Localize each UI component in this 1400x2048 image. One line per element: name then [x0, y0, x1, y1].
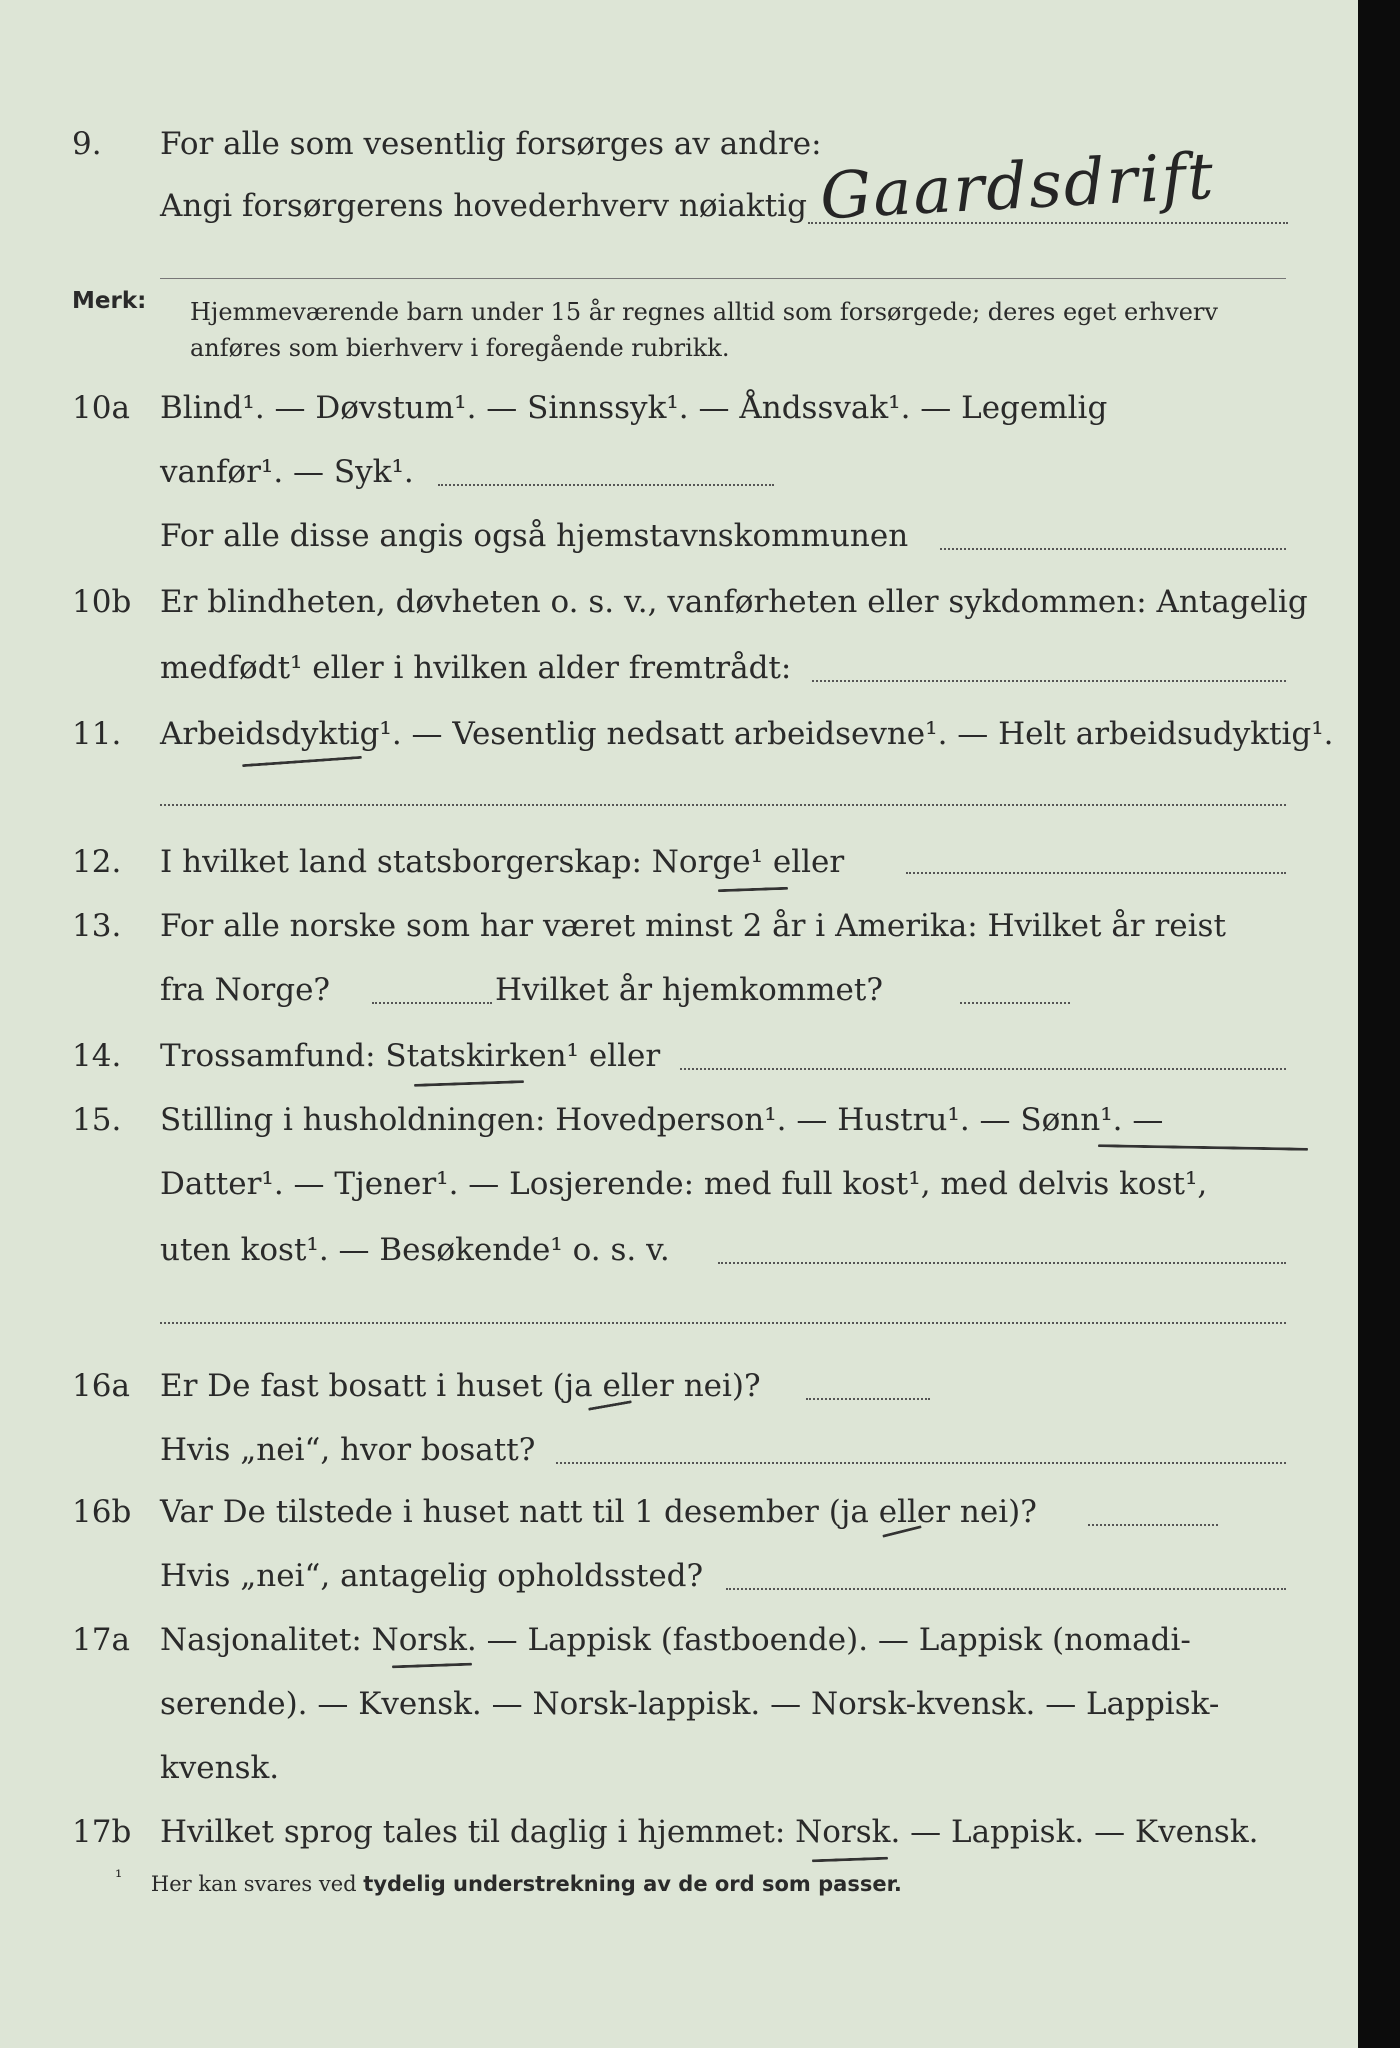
handwritten-underline — [718, 887, 788, 892]
answer-line — [718, 1262, 1286, 1264]
footnote — [115, 1867, 902, 1896]
question-text: Stilling i husholdningen: Hovedperson¹. — Hustru¹. — Sønn¹. — — [160, 1102, 1164, 1138]
question-text: Hvilket sprog tales til daglig i hjemmet: Norsk. — Lappisk. — Kvensk. — [160, 1814, 1259, 1850]
scan-border — [1358, 0, 1400, 2048]
question-16b-row-1 — [0, 1488, 1300, 1536]
handwritten-underline — [1098, 1144, 1308, 1151]
question-number: 15. — [72, 1102, 122, 1138]
answer-line — [372, 1002, 492, 1004]
divider-line — [160, 278, 1286, 279]
note-text-line-1: Hjemmeværende barn under 15 år regnes alltid som forsørgede; deres eget erhverv — [190, 298, 1218, 326]
question-text: uten kost¹. — Besøkende¹ o. s. v. — [160, 1232, 670, 1268]
question-text: Angi forsørgerens hovederhverv nøiaktig — [160, 188, 807, 224]
answer-line — [812, 680, 1286, 682]
handwritten-underline — [414, 1080, 524, 1087]
question-17a-row-1 — [0, 1616, 1300, 1664]
question-16a-row-2 — [0, 1426, 1300, 1474]
question-number: 9. — [72, 126, 102, 162]
question-text: For alle disse angis også hjemstavnskommunen — [160, 518, 909, 554]
question-15-row-1 — [0, 1096, 1300, 1144]
question-10a-row-2 — [0, 448, 1300, 496]
question-text: Er blindheten, døvheten o. s. v., vanførheten eller sykdommen: Antagelig — [160, 584, 1308, 620]
question-10a-row-1 — [0, 384, 1300, 432]
question-17a-row-3 — [0, 1744, 1300, 1792]
question-text: kvensk. — [160, 1750, 280, 1786]
answer-line — [906, 872, 1286, 874]
question-number: 17a — [72, 1622, 130, 1658]
answer-line — [1088, 1524, 1218, 1526]
question-text: serende). — Kvensk. — Norsk-lappisk. — Norsk-kvensk. — Lappisk- — [160, 1686, 1220, 1722]
question-text: vanfør¹. — Syk¹. — [160, 454, 414, 490]
answer-line — [438, 484, 774, 486]
question-text: Hvis „nei“, antagelig opholdssted? — [160, 1558, 704, 1594]
question-number: 10b — [72, 584, 132, 620]
question-13-row-2 — [0, 966, 1300, 1014]
question-13-row-1 — [0, 902, 1300, 950]
footnote-mark: ¹ — [115, 1867, 123, 1888]
question-number: 10a — [72, 390, 130, 426]
question-text: Var De tilstede i huset natt til 1 desember (ja eller nei)? — [160, 1494, 1037, 1530]
answer-line — [160, 1322, 1286, 1324]
footnote-emphasis: tydelig understrekning av de ord som passer. — [363, 1872, 902, 1896]
question-number: 14. — [72, 1038, 122, 1074]
question-text: For alle som vesentlig forsørges av andre: — [160, 126, 822, 162]
question-number: 17b — [72, 1814, 132, 1850]
question-text: Er De fast bosatt i huset (ja eller nei)? — [160, 1368, 761, 1404]
question-number: 11. — [72, 716, 122, 752]
question-11-row-1 — [0, 710, 1334, 758]
question-14-row-1 — [0, 1032, 1300, 1080]
question-text: Datter¹. — Tjener¹. — Losjerende: med full kost¹, med delvis kost¹, — [160, 1166, 1208, 1202]
answer-line — [726, 1588, 1286, 1590]
question-10b-row-1 — [0, 578, 1308, 626]
question-number: 13. — [72, 908, 122, 944]
question-text: Arbeidsdyktig¹. — Vesentlig nedsatt arbeidsevne¹. — Helt arbeidsudyktig¹. — [160, 716, 1334, 752]
question-text: Hvis „nei“, hvor bosatt? — [160, 1432, 536, 1468]
question-number: 16a — [72, 1368, 130, 1404]
question-number: 16b — [72, 1494, 132, 1530]
answer-line — [160, 804, 1286, 806]
handwritten-underline — [812, 1857, 888, 1863]
answer-line — [960, 1002, 1070, 1004]
question-text: I hvilket land statsborgerskap: Norge¹ eller — [160, 844, 845, 880]
answer-line — [806, 1398, 930, 1400]
question-number: 12. — [72, 844, 122, 880]
answer-line — [940, 548, 1286, 550]
question-text: medfødt¹ eller i hvilken alder fremtrådt: — [160, 650, 792, 686]
question-text: Blind¹. — Døvstum¹. — Sinnssyk¹. — Åndssvak¹. — Legemlig — [160, 390, 1108, 426]
answer-line — [680, 1068, 1286, 1070]
question-17a-row-2 — [0, 1680, 1300, 1728]
question-text: fra Norge? — [160, 972, 331, 1008]
question-text: Hvilket år hjemkommet? — [495, 972, 883, 1008]
question-15-row-3 — [0, 1226, 1300, 1274]
answer-line — [556, 1462, 1286, 1464]
question-text: Nasjonalitet: Norsk. — Lappisk (fastboende). — Lappisk (nomadi- — [160, 1622, 1191, 1658]
note-text-line-2: anføres som bierhverv i foregående rubrikk. — [190, 334, 730, 362]
handwritten-answer: Gaardsdrift — [818, 139, 1217, 235]
question-12-row-1 — [0, 838, 1300, 886]
question-text: For alle norske som har været minst 2 år i Amerika: Hvilket år reist — [160, 908, 1226, 944]
question-17b-row-1 — [0, 1808, 1300, 1856]
note-label: Merk: — [72, 288, 147, 314]
question-15-row-2 — [0, 1160, 1300, 1208]
question-16b-row-2 — [0, 1552, 1300, 1600]
question-10b-row-2 — [0, 644, 1300, 692]
question-10a-row-3 — [0, 512, 1300, 560]
question-16a-row-1 — [0, 1362, 1300, 1410]
question-text: Trossamfund: Statskirken¹ eller — [160, 1038, 661, 1074]
footnote-text: Her kan svares ved — [150, 1872, 364, 1896]
